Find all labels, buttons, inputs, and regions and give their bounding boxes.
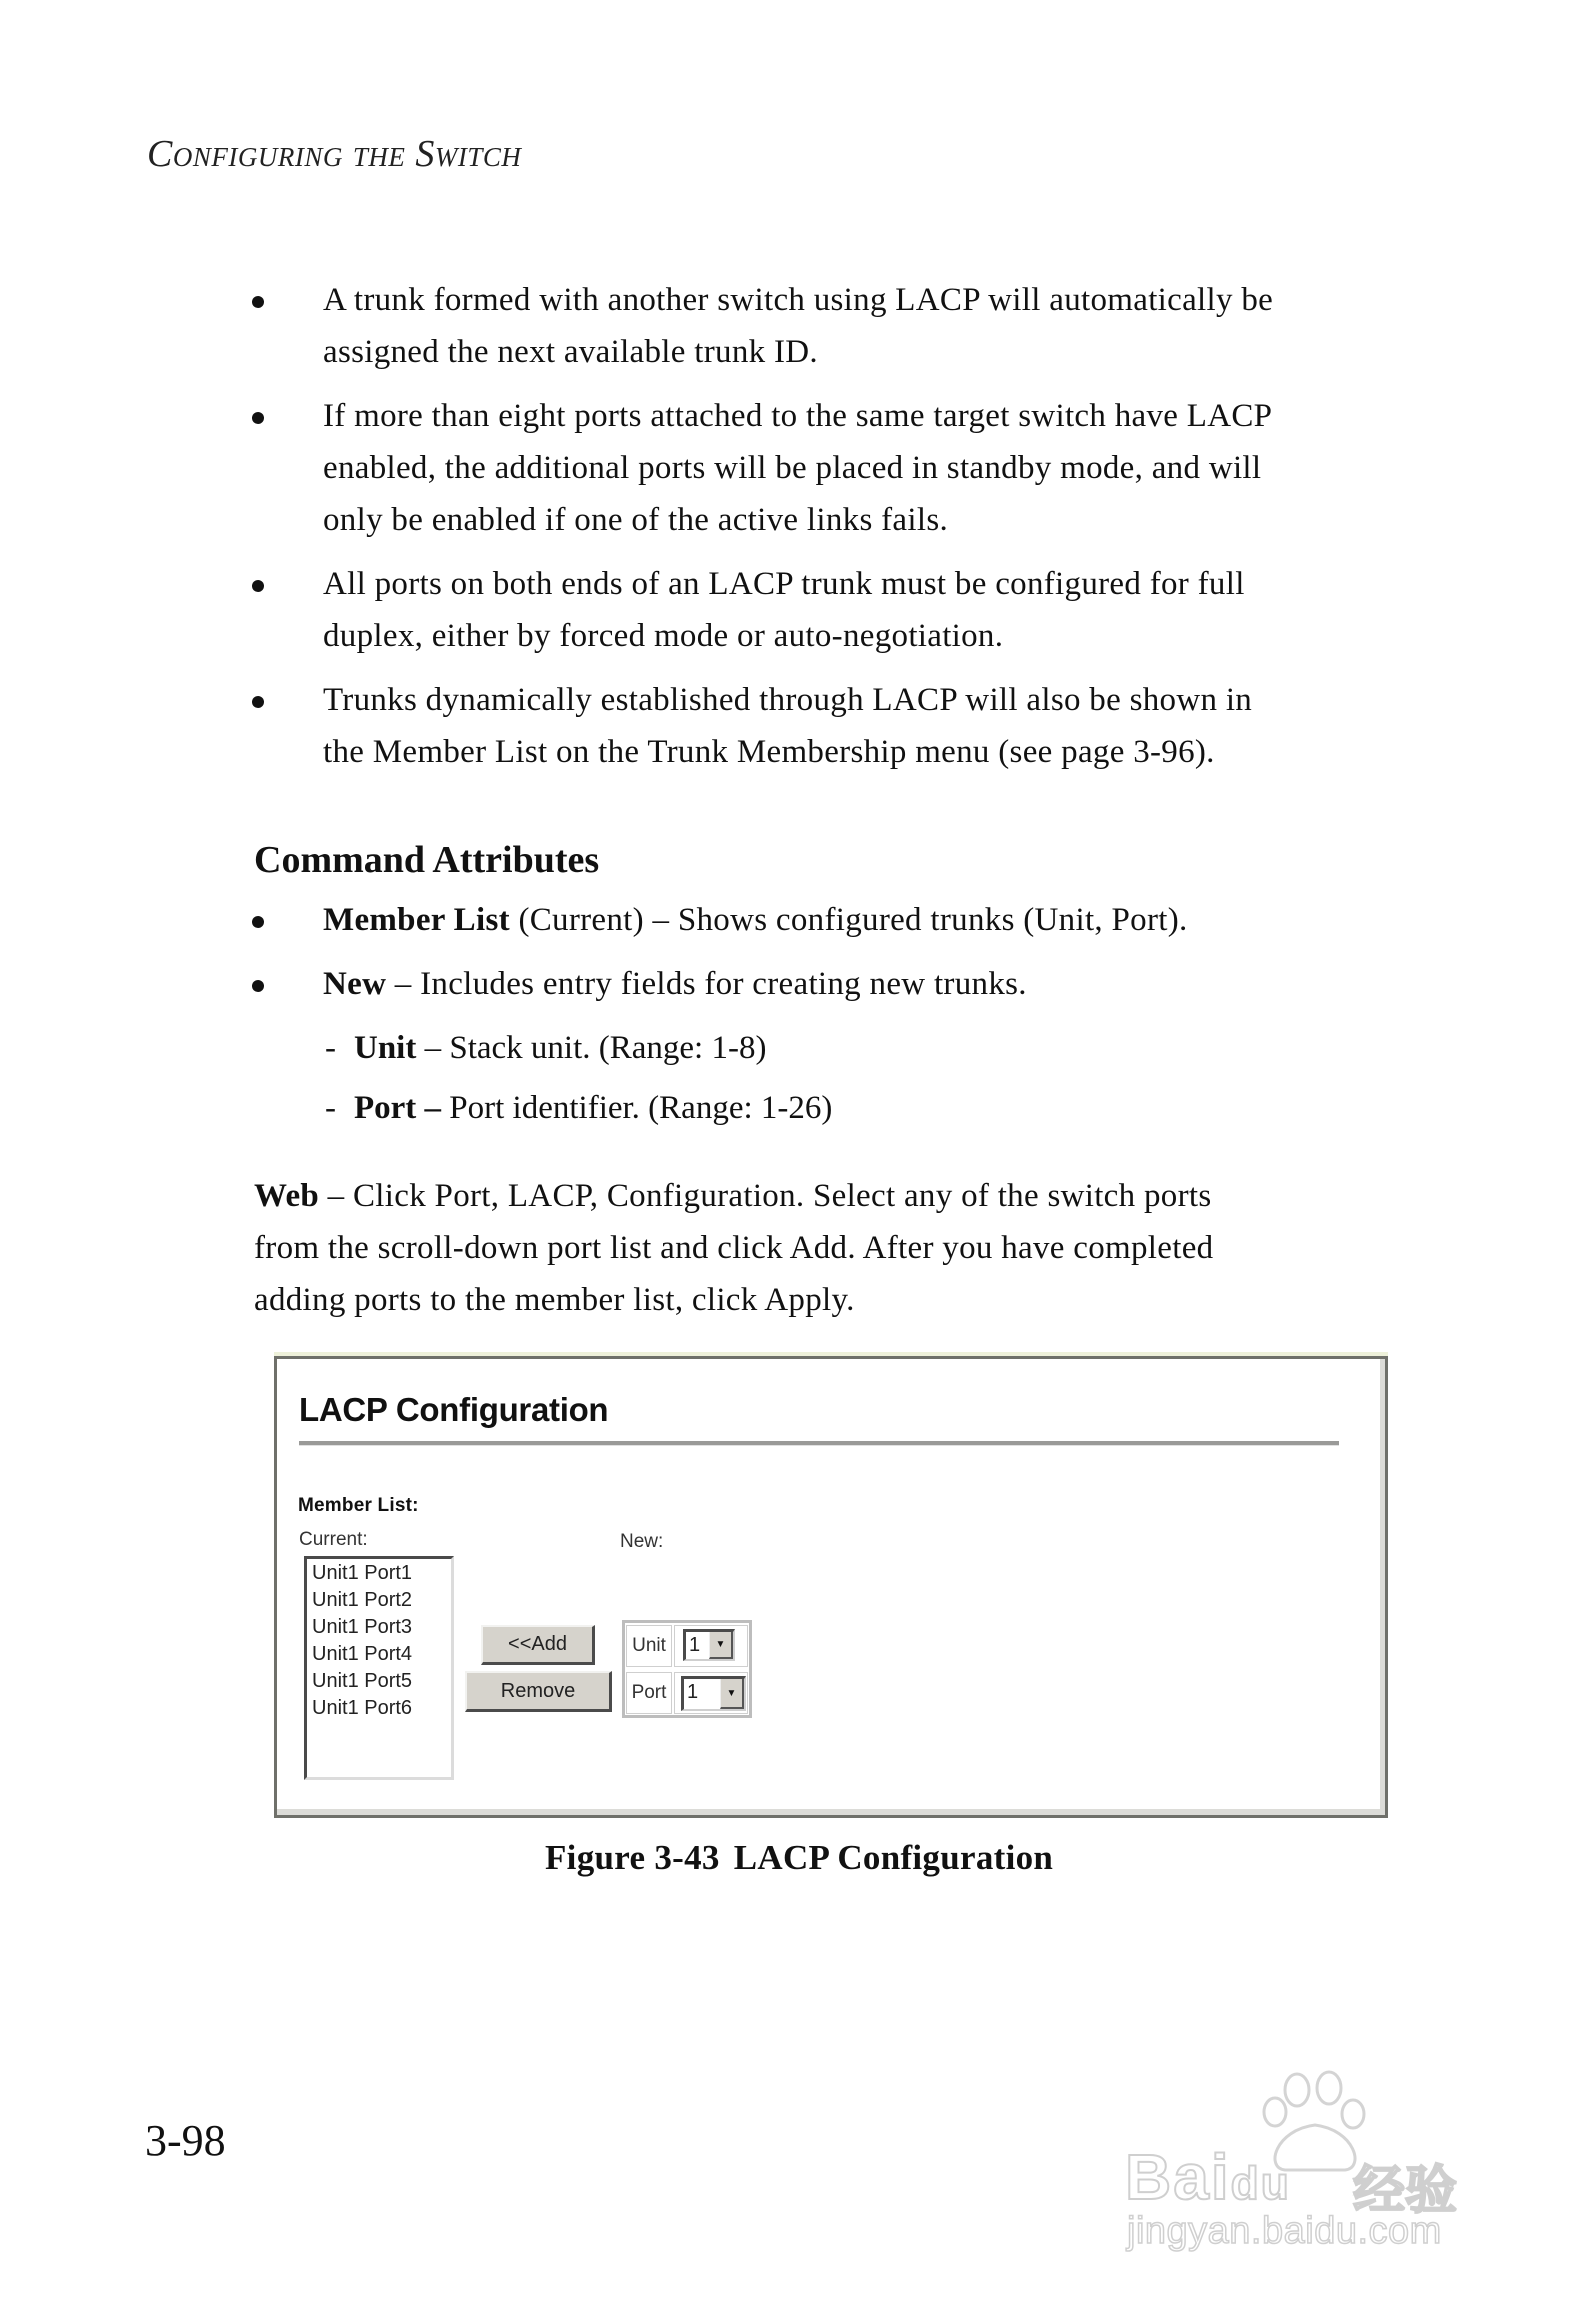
list-item[interactable]: Unit1 Port4 xyxy=(312,1643,413,1665)
figure-title: LACP Configuration xyxy=(733,1838,1054,1877)
text-line: from the scroll-down port list and click Add. After you have completed xyxy=(254,1230,1214,1266)
baidu-watermark xyxy=(1125,2070,1490,2252)
new-label: New: xyxy=(620,1531,664,1552)
list-item[interactable]: Unit1 Port5 xyxy=(312,1670,413,1692)
sub-attribute-item xyxy=(325,1082,832,1134)
figure-caption xyxy=(545,1838,1053,1878)
port-row xyxy=(625,1670,749,1716)
text-line: All ports on both ends of an LACP trunk must be configured for full xyxy=(323,566,1245,602)
bullet-icon xyxy=(252,916,264,928)
text-line: enabled, the additional ports will be placed in standby mode, and will xyxy=(323,450,1262,486)
bullet-icon xyxy=(252,412,264,424)
bullet-icon xyxy=(252,296,264,308)
list-item[interactable]: Unit1 Port1 xyxy=(312,1562,413,1584)
attribute-term: Port – xyxy=(354,1090,442,1126)
text-line: the Member List on the Trunk Membership menu (see page 3-96). xyxy=(323,734,1215,770)
bullet-icon xyxy=(252,580,264,592)
attribute-term: Member List xyxy=(323,902,510,938)
list-item[interactable]: Unit1 Port6 xyxy=(312,1697,413,1719)
unit-cell xyxy=(674,1625,748,1667)
unit-select[interactable] xyxy=(683,1629,735,1661)
attribute-desc: (Current) – Shows configured trunks (Unit, Port). xyxy=(509,902,1188,938)
chevron-down-icon[interactable]: ▼ xyxy=(709,1632,733,1659)
watermark-brand-cn: 经验 xyxy=(1353,2161,1458,2221)
title-divider xyxy=(299,1441,1339,1446)
sub-attribute-item xyxy=(325,1022,766,1074)
list-item[interactable]: Unit1 Port2 xyxy=(312,1589,413,1611)
remove-button[interactable]: Remove xyxy=(465,1671,612,1712)
dash-marker: - xyxy=(325,1090,336,1126)
bullet-paragraph xyxy=(323,558,1245,662)
attribute-term: Unit xyxy=(354,1030,417,1066)
new-member-table xyxy=(622,1620,752,1718)
panel-title: LACP Configuration xyxy=(299,1391,609,1428)
current-label: Current: xyxy=(299,1529,368,1550)
unit-select-value: 1 xyxy=(689,1634,701,1656)
bullet-paragraph xyxy=(323,274,1273,378)
attribute-desc: Port identifier. (Range: 1-26) xyxy=(441,1090,833,1126)
lacp-configuration-screenshot xyxy=(274,1356,1388,1818)
current-members-listbox[interactable] xyxy=(304,1556,454,1780)
list-item[interactable]: Unit1 Port3 xyxy=(312,1616,413,1638)
port-cell xyxy=(674,1672,748,1714)
bullet-paragraph xyxy=(323,674,1252,778)
bullet-icon xyxy=(252,696,264,708)
port-label: Port xyxy=(626,1672,672,1714)
attribute-desc: – Includes entry fields for creating new trunks. xyxy=(386,966,1027,1002)
port-select-value: 1 xyxy=(687,1681,699,1703)
bullet-paragraph xyxy=(323,390,1272,546)
attribute-term: New xyxy=(323,966,387,1002)
text-line: only be enabled if one of the active links fails. xyxy=(323,502,949,538)
figure-number: Figure 3-43 xyxy=(545,1838,720,1877)
port-select[interactable] xyxy=(681,1676,746,1711)
page-number: 3-98 xyxy=(145,2116,226,2165)
text-line: A trunk formed with another switch using LACP will automatically be xyxy=(323,282,1274,318)
watermark-url: jingyan.baidu.com xyxy=(1127,2210,1442,2252)
unit-row xyxy=(625,1623,749,1669)
attribute-item xyxy=(323,894,1188,946)
watermark-brand: Baidu xyxy=(1125,2141,1291,2213)
text-line: duplex, either by forced mode or auto-negotiation. xyxy=(323,618,1004,654)
bullet-icon xyxy=(252,980,264,992)
section-heading: Command Attributes xyxy=(254,839,600,881)
member-list-label: Member List: xyxy=(298,1495,419,1516)
text-line: Trunks dynamically established through LACP will also be shown in xyxy=(323,682,1253,718)
unit-label: Unit xyxy=(626,1625,672,1667)
add-button[interactable]: <<Add xyxy=(481,1625,595,1665)
chevron-down-icon[interactable]: ▼ xyxy=(720,1679,744,1709)
web-term: Web xyxy=(254,1178,320,1214)
text-line: adding ports to the member list, click Apply. xyxy=(254,1282,855,1318)
text-line: assigned the next available trunk ID. xyxy=(323,334,818,370)
dash-marker: - xyxy=(325,1030,336,1066)
attribute-desc: – Stack unit. (Range: 1-8) xyxy=(416,1030,767,1066)
web-instructions xyxy=(254,1170,1213,1326)
text-line: – Click Port, LACP, Configuration. Select any of the switch ports xyxy=(319,1178,1212,1214)
running-header: Configuring the Switch xyxy=(147,133,522,175)
text-line: If more than eight ports attached to the same target switch have LACP xyxy=(323,398,1273,434)
attribute-item xyxy=(323,958,1027,1010)
